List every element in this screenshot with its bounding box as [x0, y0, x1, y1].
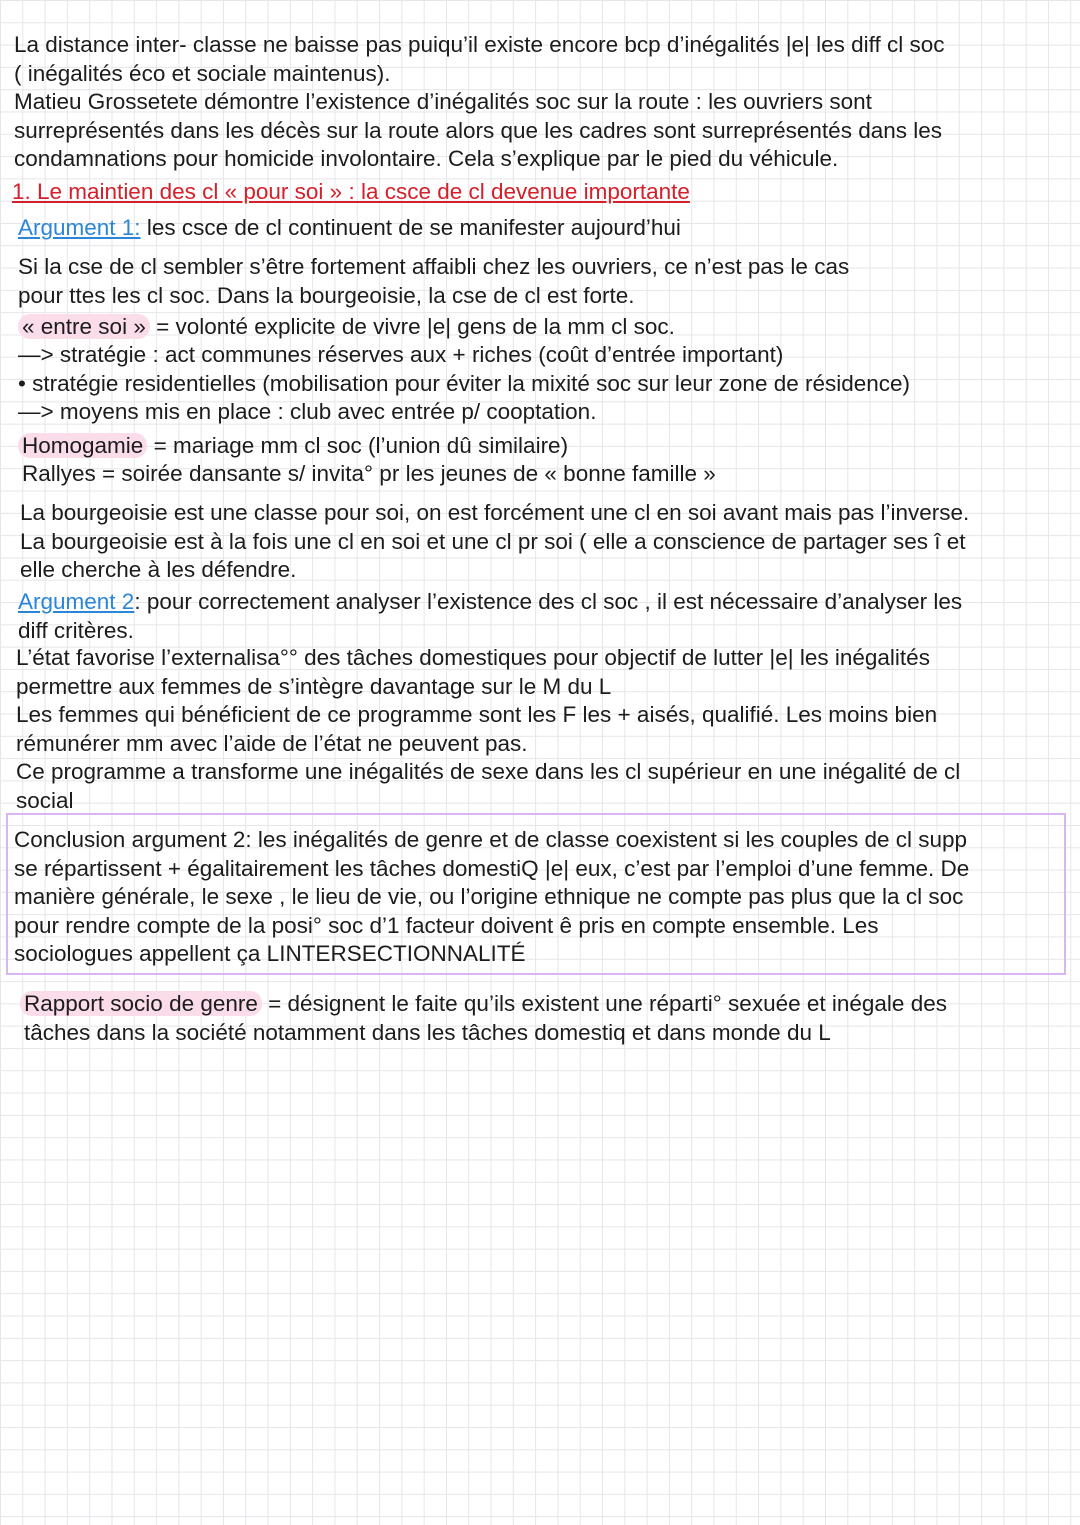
text-line: manière générale, le sexe , le lieu de vie, ou l’origine ethnique ne compte pas plus que la cl soc: [14, 884, 964, 909]
homogamie-definition: [22, 432, 568, 461]
text-line: Ce programme a transforme une inégalités de sexe dans les cl supérieur en une inégalité de cl: [16, 759, 961, 784]
rapport-genre-term: Rapport socio de genre: [20, 991, 262, 1016]
cse-paragraph: [18, 253, 849, 310]
argument-1: [18, 214, 681, 243]
text-line: La bourgeoisie est une classe pour soi, on est forcément une cl en soi avant mais pas l’inverse.: [20, 500, 970, 525]
text-line: • stratégie residentielles (mobilisation pour éviter la mixité soc sur leur zone de résidence): [18, 370, 911, 396]
text-line: —> stratégie : act communes réserves aux + riches (coût d’entrée important): [18, 342, 784, 367]
entre-soi-definition-text: = volonté explicite de vivre |e| gens de la mm cl soc.: [149, 314, 675, 339]
text-line: La distance inter- classe ne baisse pas puiqu’il existe encore bcp d’inégalités |e| les diff cl soc: [14, 32, 945, 57]
homogamie-definition-text: = mariage mm cl soc (l’union dû similaire): [147, 433, 569, 458]
text-line: —> moyens mis en place : club avec entrée p/ cooptation.: [18, 399, 597, 424]
argument-2: [18, 588, 962, 645]
rapport-genre-definition-text: = désignent le faite qu’ils existent une réparti° sexuée et inégale des: [261, 991, 947, 1016]
homogamie-term: Homogamie: [18, 433, 147, 458]
entre-soi-term: « entre soi »: [18, 314, 150, 339]
text-line: tâches dans la société notamment dans les tâches domestiq et dans monde du L: [24, 1019, 831, 1045]
text-line: ( inégalités éco et sociale maintenus).: [14, 60, 391, 86]
argument-1-text: les csce de cl continuent de se manifester aujourd’hui: [140, 215, 681, 240]
argument-1-label: Argument 1:: [18, 215, 141, 240]
text-line: La bourgeoisie est à la fois une cl en soi et une cl pr soi ( elle a conscience de partager ses î et: [20, 528, 966, 554]
rapport-genre-definition: [24, 990, 947, 1047]
text-line: surreprésentés dans les décès sur la route alors que les cadres sont surreprésentés dans les: [14, 117, 942, 143]
text-line: diff critères.: [18, 617, 134, 643]
text-line: pour ttes les cl soc. Dans la bourgeoisie, la cse de cl est forte.: [18, 282, 635, 308]
text-line: condamnations pour homicide involontaire. Cela s’explique par le pied du véhicule.: [14, 146, 839, 171]
entre-soi-details: [18, 341, 910, 427]
rallyes-definition: Rallyes = soirée dansante s/ invita° pr les jeunes de « bonne famille »: [22, 461, 716, 486]
text-line: permettre aux femmes de s’intègre davantage sur le M du L: [16, 673, 612, 699]
section-title: 1. Le maintien des cl « pour soi » : la csce de cl devenue importante: [12, 179, 690, 204]
text-line: Conclusion argument 2: les inégalités de genre et de classe coexistent si les couples de cl supp: [14, 827, 968, 852]
text-line: sociologues appellent ça LINTERSECTIONNALITÉ: [14, 941, 526, 966]
text-line: elle cherche à les défendre.: [20, 557, 297, 582]
text-line: rémunérer mm avec l’aide de l’état ne peuvent pas.: [16, 730, 528, 756]
conclusion-paragraph: [14, 826, 969, 969]
text-line: L’état favorise l’externalisa°° des tâches domestiques pour objectif de lutter |e| les inégalités: [16, 645, 930, 670]
intro-paragraph: [14, 31, 945, 174]
text-line: Si la cse de cl sembler s’être fortement affaibli chez les ouvriers, ce n’est pas le cas: [18, 254, 850, 279]
bourgeoisie-paragraph: [20, 499, 969, 585]
text-line: se répartissent + égalitairement les tâches domestiQ |e| eux, c’est par l’emploi d’une femme. De: [14, 855, 970, 881]
text-line: pour rendre compte de la posi° soc d’1 facteur doivent ê pris en compte ensemble. Les: [14, 912, 879, 938]
text-line: Matieu Grossetete démontre l’existence d’inégalités soc sur la route : les ouvriers sont: [14, 89, 872, 114]
text-line: social: [16, 787, 74, 813]
text-line: Les femmes qui bénéficient de ce programme sont les F les + aisés, qualifié. Les moins bien: [16, 702, 938, 727]
argument-2-text: : pour correctement analyser l’existence des cl soc , il est nécessaire d’analyser les: [134, 589, 963, 614]
etat-paragraph: [16, 644, 960, 815]
entre-soi-definition: [22, 313, 675, 342]
argument-2-label: Argument 2: [18, 589, 135, 614]
